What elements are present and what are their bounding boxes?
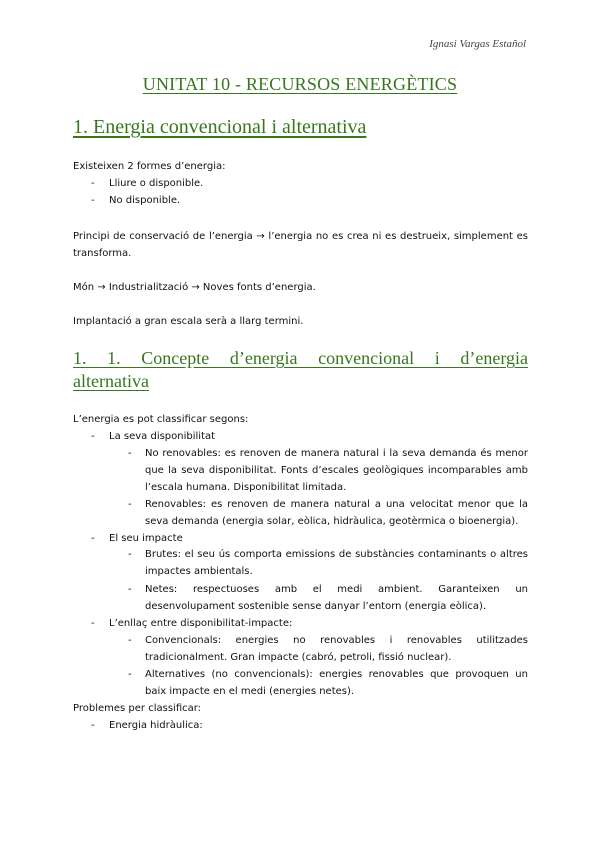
sub-list-item-text: Netes: respectuoses amb el medi ambient. Garanteixen un desenvolupament sostenible sense danyar l’entorn (energia eòlica). <box>145 584 528 612</box>
section-1-1-heading: 1. 1. Concepte d’energia convencional i d’energia <box>73 348 528 368</box>
list-dash: - <box>91 178 95 189</box>
sub-list-item-text: No renovables: es renoven de manera natural i la seva demanda és menor que la seva disponibilitat. Fonts d’escales geològiques incomparables amb l’escala humana. Disponibilitat limitada. <box>145 448 528 493</box>
sub-list-item <box>128 546 528 580</box>
sub-list-item <box>128 496 528 530</box>
list-dash: - <box>91 195 95 206</box>
list-dash: - <box>91 533 95 544</box>
section-1-heading: 1. Energia convencional i alternativa <box>73 116 367 138</box>
list-dash: - <box>91 720 95 731</box>
problems-intro: Problemes per classificar: <box>73 703 202 714</box>
sub-list-item <box>128 632 528 666</box>
list-dash: - <box>91 618 95 629</box>
implantation-line: Implantació a gran escala serà a llarg termini. <box>73 316 304 327</box>
sub-list-item <box>128 445 528 496</box>
section-1-1-heading-cont: alternativa <box>73 371 149 391</box>
sub-list-item <box>128 581 528 615</box>
sub-list-item-text: Brutes: el seu ús comporta emissions de substàncies contaminants o altres impactes ambientals. <box>145 549 528 577</box>
sub-list-item-text: Alternatives (no convencionals): energies renovables que provoquen un baix impacte en el medi (energies netes). <box>145 669 528 697</box>
conservation-principle: Principi de conservació de l’energia → l’energia no es crea ni es destrueix, simplement es transforma. <box>73 231 528 259</box>
list-dash: - <box>91 431 95 442</box>
list-dash: - <box>128 549 132 560</box>
forms-intro: Existeixen 2 formes d’energia: <box>73 161 226 172</box>
author-name: Ignasi Vargas Estañol <box>429 38 526 50</box>
world-line: Món → Industrialització → Noves fonts d’energia. <box>73 282 316 293</box>
sub-list-item <box>128 666 528 700</box>
group-label: El seu impacte <box>109 533 183 544</box>
group-label: La seva disponibilitat <box>109 431 216 442</box>
list-dash: - <box>128 499 132 510</box>
list-dash: - <box>128 669 132 680</box>
list-dash: - <box>128 448 132 459</box>
list-dash: - <box>128 584 132 595</box>
page-title: UNITAT 10 - RECURSOS ENERGÈTICS <box>142 74 458 94</box>
sub-list-item-text: Renovables: es renoven de manera natural a una velocitat menor que la seva demanda (energia solar, eòlica, hidràulica, geotèrmica o bioenergia). <box>145 499 528 527</box>
list-item-text: No disponible. <box>109 195 181 206</box>
sub-list-item-text: Convencionals: energies no renovables i renovables utilitzades tradicionalment. Gran impacte (cabró, petroli, fissió nuclear). <box>145 635 528 663</box>
group-label: L’enllaç entre disponibilitat-impacte: <box>109 618 293 629</box>
list-dash: - <box>128 635 132 646</box>
classification-intro: L’energia es pot classificar segons: <box>73 414 249 425</box>
list-item-text: Energia hidràulica: <box>109 720 203 731</box>
list-item-text: Lliure o disponible. <box>109 178 204 189</box>
